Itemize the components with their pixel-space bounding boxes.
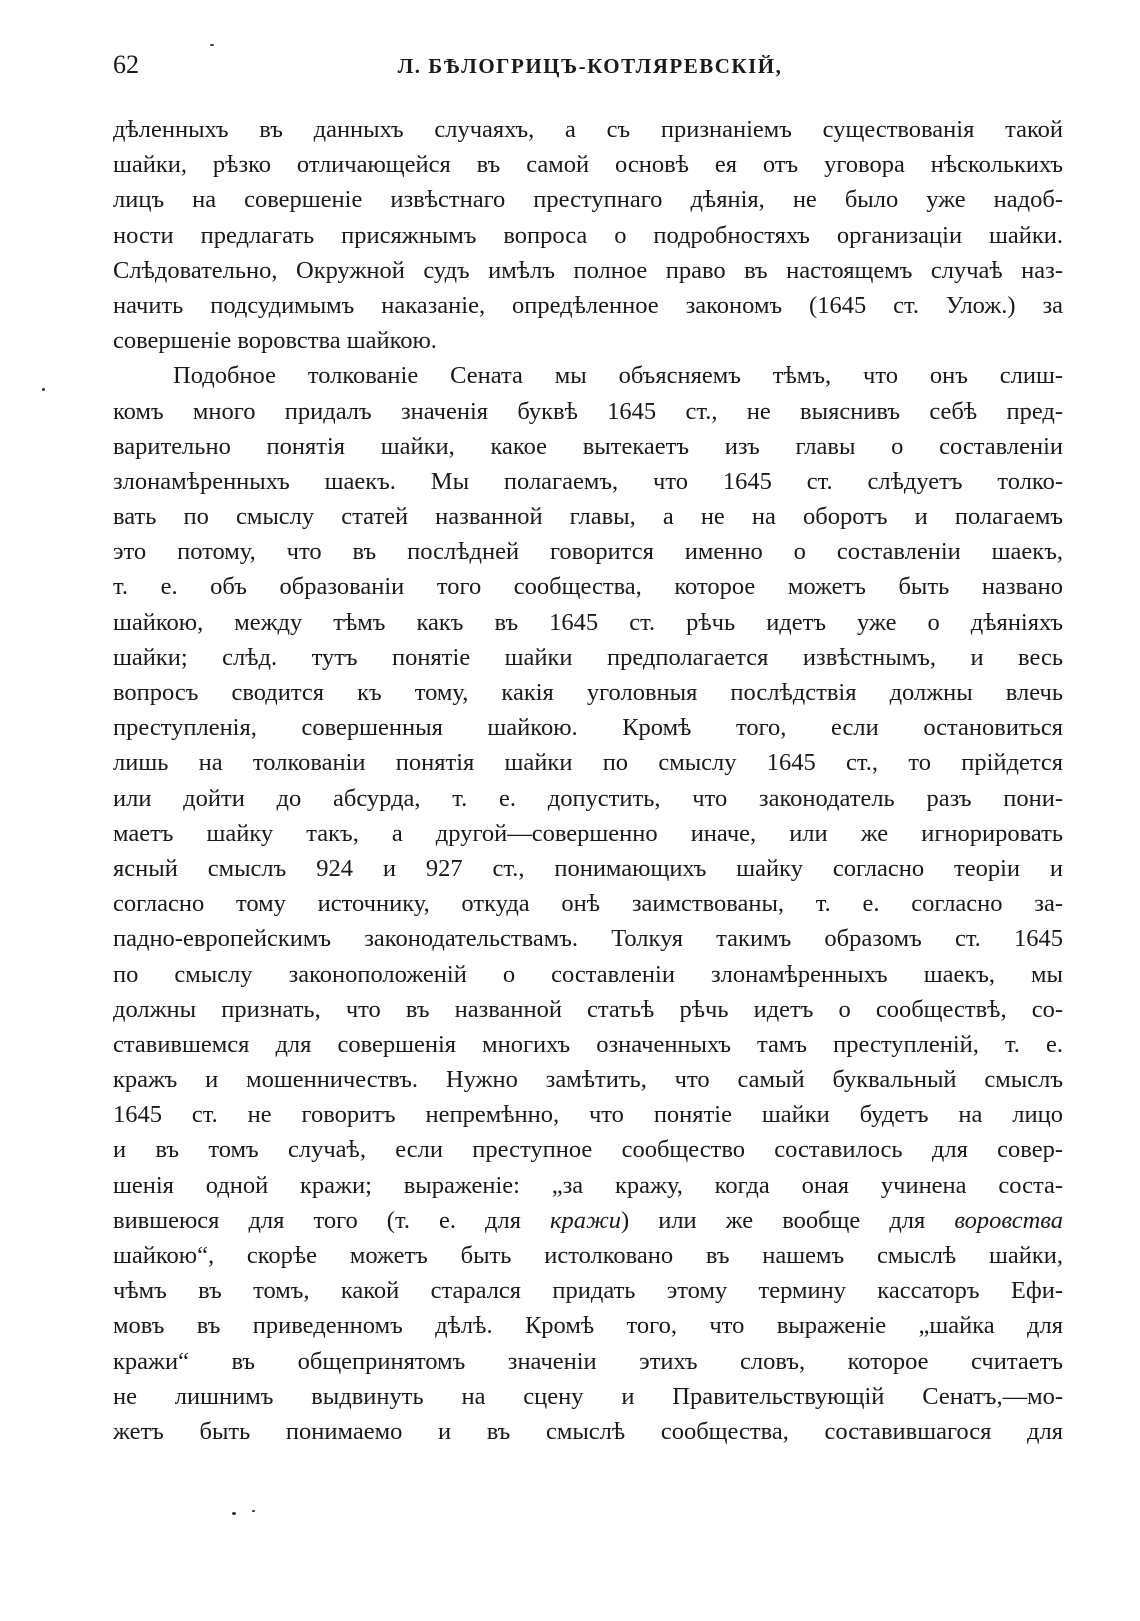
text-segment: дѣленныхъ въ данныхъ случаяхъ, а съ признаніемъ существованія такой (113, 116, 1063, 143)
text-line (113, 851, 1063, 886)
scan-speck (210, 44, 214, 46)
text-line (113, 534, 1063, 569)
text-segment: преступленія, совершенныя шайкою. Кромѣ того, если остановиться (113, 714, 1063, 742)
text-line (113, 957, 1063, 992)
italic-text: воровства (954, 1206, 1063, 1234)
text-segment: и въ томъ случаѣ, если преступное сообщество составилось для совер- (113, 1136, 1063, 1164)
text-segment: 1645 ст. не говоритъ непремѣнно, что понятіе шайки будетъ на лицо (113, 1101, 1063, 1129)
text-line (113, 112, 1063, 147)
text-line (113, 1097, 1063, 1132)
text-segment: шайкою“, скорѣе можетъ быть истолковано въ нашемъ смыслѣ шайки, (113, 1242, 1063, 1269)
text-line (113, 710, 1063, 745)
text-segment: ставившемся для совершенія многихъ означенныхъ тамъ преступленій, т. е. (113, 1030, 1063, 1058)
text-segment: шенія одной кражи; выраженіе: „за кражу, когда оная учинена соста- (113, 1171, 1063, 1199)
text-segment: мовъ въ приведенномъ дѣлѣ. Кромѣ того, что выраженіе „шайка для (113, 1312, 1063, 1340)
text-segment: это потому, что въ послѣдней говорится именно о составленіи шаекъ, (113, 538, 1063, 566)
text-segment: не лишнимъ выдвинуть на сцену и Правительствующій Сенатъ,—мо- (113, 1382, 1063, 1410)
text-segment: ясный смыслъ 924 и 927 ст., понимающихъ шайку согласно теоріи и (113, 854, 1063, 882)
text-line (113, 182, 1063, 217)
text-line (113, 1062, 1063, 1097)
text-segment: кражъ и мошенничествъ. Нужно замѣтить, что самый буквальный смыслъ (113, 1066, 1063, 1094)
text-segment: вопросъ сводится къ тому, какія уголовныя послѣдствія должны влечь (113, 679, 1063, 706)
text-line (113, 1238, 1063, 1273)
text-line (113, 886, 1063, 921)
text-line (113, 1203, 1063, 1238)
text-segment: или дойти до абсурда, т. е. допустить, что законодатель разъ пони- (113, 784, 1063, 812)
text-segment: падно-европейскимъ законодательствамъ. Толкуя такимъ образомъ ст. 1645 (113, 925, 1063, 953)
text-segment: чѣмъ въ томъ, какой старался придать этому термину кассаторъ Ефи- (113, 1277, 1063, 1305)
text-segment: Подобное толкованіе Сената мы объясняемъ тѣмъ, что онъ слиш- (173, 362, 1063, 390)
text-line (113, 921, 1063, 956)
text-line (113, 218, 1063, 253)
text-line (113, 1379, 1063, 1414)
text-segment: вать по смыслу статей названной главы, а не на оборотъ и полагаемъ (113, 503, 1063, 531)
text-segment: ности предлагать присяжнымъ вопроса о подробностяхъ организаціи шайки. (113, 221, 1063, 249)
text-line (113, 323, 1063, 358)
text-segment: ) или же вообще для (621, 1206, 955, 1234)
text-segment: по смыслу законоположеній о составленіи злонамѣренныхъ шаекъ, мы (113, 960, 1063, 988)
text-segment: варительно понятія шайки, какое вытекаетъ изъ главы о составленіи (113, 432, 1063, 460)
text-segment: вившеюся для того (т. е. для (113, 1206, 551, 1234)
text-line (113, 816, 1063, 851)
text-line (113, 640, 1063, 675)
text-segment: шайкою, между тѣмъ какъ въ 1645 ст. рѣчь идетъ уже о дѣяніяхъ (113, 608, 1063, 636)
body-text (113, 112, 1063, 1449)
text-line (113, 781, 1063, 816)
scan-speck (252, 1510, 255, 1512)
text-segment: злонамѣренныхъ шаекъ. Мы полагаемъ, что 1645 ст. слѣдуетъ толко- (113, 467, 1063, 495)
text-line (113, 1168, 1063, 1203)
text-line (113, 745, 1063, 780)
text-segment: шайки; слѣд. тутъ понятіе шайки предполагается извѣстнымъ, и весь (113, 643, 1063, 671)
text-segment: согласно тому источнику, откуда онѣ заимствованы, т. е. согласно за- (113, 890, 1063, 918)
scan-speck (232, 1512, 236, 1515)
text-line (113, 675, 1063, 710)
page-number: 62 (113, 50, 139, 79)
text-line (113, 1414, 1063, 1449)
text-segment: шайки, рѣзко отличающейся въ самой основѣ ея отъ уговора нѣсколькихъ (113, 151, 1063, 179)
text-line (113, 464, 1063, 499)
text-line (113, 1344, 1063, 1379)
text-line (113, 1308, 1063, 1343)
text-line (113, 1027, 1063, 1062)
text-line (113, 992, 1063, 1027)
text-segment: лишь на толкованіи понятія шайки по смыслу 1645 ст., то прійдется (113, 749, 1063, 777)
text-segment: т. е. объ образованіи того сообщества, которое можетъ быть названо (113, 573, 1063, 601)
text-line (113, 499, 1063, 534)
text-segment: маетъ шайку такъ, а другой—совершенно иначе, или же игнорировать (113, 819, 1063, 847)
text-segment: комъ много придалъ значенія буквѣ 1645 ст., не выяснивъ себѣ пред- (113, 397, 1063, 425)
text-segment: лицъ на совершеніе извѣстнаго преступнаго дѣянія, не было уже надоб- (113, 186, 1063, 214)
text-segment: жетъ быть понимаемо и въ смыслѣ сообщества, составившагося для (113, 1417, 1063, 1445)
text-line (113, 288, 1063, 323)
text-line (113, 569, 1063, 604)
text-segment: Слѣдовательно, Окружной судъ имѣлъ полное право въ настоящемъ случаѣ наз- (113, 256, 1063, 284)
text-line (113, 605, 1063, 640)
text-segment: кражи“ въ общепринятомъ значеніи этихъ словъ, которое считаетъ (113, 1347, 1063, 1375)
text-line (113, 394, 1063, 429)
text-segment: должны признать, что въ названной статьѣ рѣчь идетъ о сообществѣ, со- (113, 995, 1063, 1023)
text-line (113, 253, 1063, 288)
scan-speck (42, 388, 45, 391)
text-line (113, 147, 1063, 182)
text-segment: совершеніе воровства шайкою. (113, 327, 437, 355)
text-segment: начить подсудимымъ наказаніе, опредѣленное закономъ (1645 ст. Улож.) за (113, 291, 1063, 319)
text-line (113, 358, 1063, 393)
text-line (113, 1273, 1063, 1308)
italic-text: кражи (550, 1206, 622, 1234)
running-head: Л. БѢЛОГРИЦЪ-КОТЛЯРЕВСКІЙ, (397, 54, 783, 78)
text-line (113, 1132, 1063, 1167)
text-line (113, 429, 1063, 464)
